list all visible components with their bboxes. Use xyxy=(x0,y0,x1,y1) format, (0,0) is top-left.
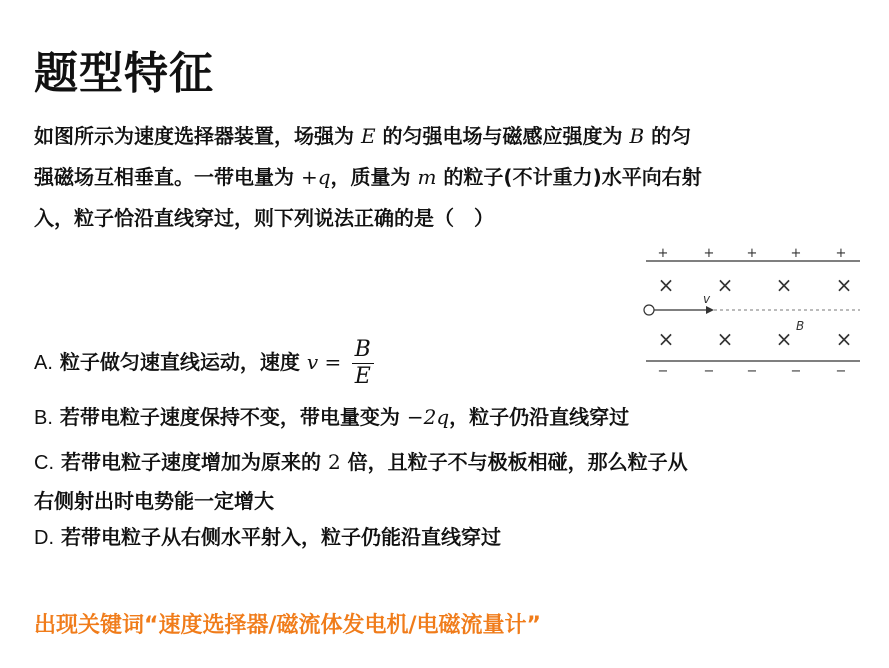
cross-mark: × xyxy=(775,327,793,351)
minus-sign: − xyxy=(790,364,802,379)
option-d-text: 若带电粒子从右侧水平射入，粒子仍能沿直线穿过 xyxy=(54,525,501,549)
option-c-letter: C. xyxy=(34,452,54,474)
question-line-3: 入，粒子恰沿直线穿过，则下列说法正确的是（ ） xyxy=(34,206,494,230)
option-b-text-1: 若带电粒子速度保持不变，带电量变为 xyxy=(52,405,407,429)
cross-mark: × xyxy=(716,273,734,297)
option-c-line-1 xyxy=(34,443,884,482)
option-a-fraction xyxy=(352,337,374,390)
option-d-letter: D. xyxy=(34,527,54,549)
option-d[interactable] xyxy=(34,518,884,557)
plus-sign: + xyxy=(746,246,758,261)
question-line-2: 强磁场互相垂直。一带电量为 +q，质量为 m 的粒子(不计重力)水平向右射 xyxy=(34,165,702,189)
option-b-letter: B. xyxy=(34,407,53,429)
minus-sign: − xyxy=(703,364,715,379)
cross-mark: × xyxy=(835,273,853,297)
minus-sign: − xyxy=(746,364,758,379)
page-title: 题型特征 xyxy=(34,48,214,99)
option-c-text-1: 若带电粒子速度增加为原来的 xyxy=(54,450,328,474)
question-stem xyxy=(34,116,884,239)
option-a-text: 粒子做匀速直线运动，速度 xyxy=(52,350,307,374)
cross-mark: × xyxy=(775,273,793,297)
fraction-numerator: B xyxy=(352,337,374,364)
cross-mark: × xyxy=(657,273,675,297)
plus-sign: + xyxy=(835,246,847,261)
field-label: B xyxy=(796,319,805,333)
option-c[interactable] xyxy=(34,443,884,520)
var-b: B xyxy=(629,124,645,148)
option-b[interactable] xyxy=(34,398,884,437)
arrow-head-icon xyxy=(706,306,714,314)
minus-sign: − xyxy=(657,364,669,379)
minus-sign: − xyxy=(835,364,847,379)
charge-q: +q xyxy=(300,165,331,189)
option-c-number: 2 xyxy=(327,450,341,474)
cross-mark: × xyxy=(716,327,734,351)
plus-sign: + xyxy=(657,246,669,261)
var-m: m xyxy=(417,165,437,189)
cross-mark: × xyxy=(835,327,853,351)
option-b-charge: −2q xyxy=(406,405,450,429)
particle-circle xyxy=(644,305,654,315)
plus-sign: + xyxy=(703,246,715,261)
option-c-line-2: 右侧射出时电势能一定增大 xyxy=(34,489,274,513)
option-c-text-2: 倍，且粒子不与极板相碰，那么粒子从 xyxy=(340,450,688,474)
cross-mark: × xyxy=(657,327,675,351)
question-line-1: 如图所示为速度选择器装置，场强为 E 的匀强电场与磁感应强度为 B 的匀 xyxy=(34,124,692,148)
option-a[interactable] xyxy=(34,334,884,391)
fraction-denominator: E xyxy=(354,364,371,389)
option-a-letter: A. xyxy=(34,352,53,374)
velocity-label: v xyxy=(703,292,711,306)
keyword-hint: 出现关键词“速度选择器/磁流体发电机/电磁流量计” xyxy=(34,613,541,638)
option-a-eq: = xyxy=(318,350,348,374)
plus-sign: + xyxy=(790,246,802,261)
var-e: E xyxy=(360,124,376,148)
option-b-text-2: ，粒子仍沿直线穿过 xyxy=(449,405,630,429)
option-a-var: v xyxy=(306,350,319,374)
